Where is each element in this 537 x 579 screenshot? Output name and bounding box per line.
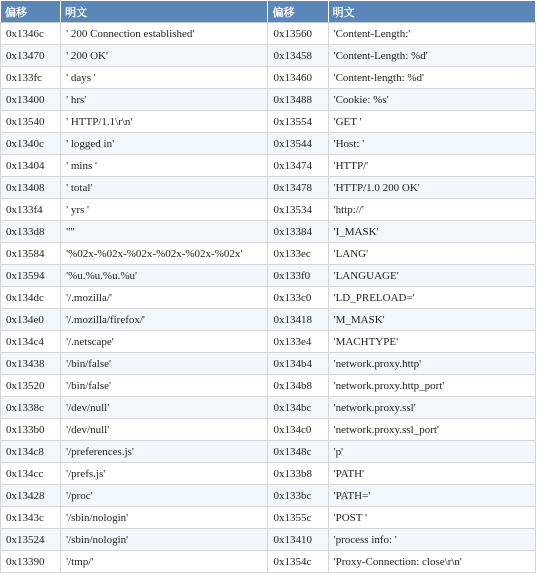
right-offset-cell: 0x133c0 xyxy=(268,287,328,309)
right-offset-cell: 0x1348c xyxy=(268,441,328,463)
left-string-cell: '/tmp/' xyxy=(61,551,268,573)
right-offset-cell: 0x134b4 xyxy=(268,353,328,375)
table-row xyxy=(1,529,536,551)
table-row xyxy=(1,111,536,133)
table-row xyxy=(1,463,536,485)
left-offset-cell: 0x1346c xyxy=(1,23,61,45)
left-offset-cell: 0x134cc xyxy=(1,463,61,485)
left-string-cell: ' 200 Connection established' xyxy=(61,23,268,45)
right-string-cell: 'LANGUAGE' xyxy=(328,265,535,287)
right-string-cell: 'Content-Length: %d' xyxy=(328,45,535,67)
table-body xyxy=(1,23,536,573)
left-offset-cell: 0x13540 xyxy=(1,111,61,133)
left-offset-cell: 0x134e0 xyxy=(1,309,61,331)
right-string-cell: 'PATH=' xyxy=(328,485,535,507)
left-offset-cell: 0x13524 xyxy=(1,529,61,551)
table-row xyxy=(1,353,536,375)
left-offset-cell: 0x1340c xyxy=(1,133,61,155)
table-row xyxy=(1,67,536,89)
table-row xyxy=(1,375,536,397)
right-string-cell: 'http://' xyxy=(328,199,535,221)
right-offset-cell: 0x1355c xyxy=(268,507,328,529)
table-row xyxy=(1,309,536,331)
right-offset-cell: 0x13458 xyxy=(268,45,328,67)
right-string-cell: 'HTTP/1.0 200 OK' xyxy=(328,177,535,199)
right-string-cell: 'HTTP/' xyxy=(328,155,535,177)
left-string-cell: '/sbin/nologin' xyxy=(61,529,268,551)
right-offset-cell: 0x134c0 xyxy=(268,419,328,441)
right-offset-cell: 0x13478 xyxy=(268,177,328,199)
right-string-cell: 'network.proxy.ssl' xyxy=(328,397,535,419)
left-string-cell: ' HTTP/1.1\r\n' xyxy=(61,111,268,133)
table-row xyxy=(1,243,536,265)
table-row xyxy=(1,507,536,529)
right-string-cell: 'Host: ' xyxy=(328,133,535,155)
left-string-cell: ' total' xyxy=(61,177,268,199)
table-row xyxy=(1,419,536,441)
right-offset-cell: 0x133ec xyxy=(268,243,328,265)
left-string-cell: '/prefs.js' xyxy=(61,463,268,485)
left-offset-cell: 0x134dc xyxy=(1,287,61,309)
right-string-cell: 'LANG' xyxy=(328,243,535,265)
left-offset-cell: 0x13400 xyxy=(1,89,61,111)
right-offset-cell: 0x133b8 xyxy=(268,463,328,485)
right-offset-cell: 0x13474 xyxy=(268,155,328,177)
table-row xyxy=(1,155,536,177)
header-text-right: 明文 xyxy=(328,1,535,23)
table-header-row xyxy=(1,1,536,23)
right-offset-cell: 0x13418 xyxy=(268,309,328,331)
table-row xyxy=(1,89,536,111)
right-offset-cell: 0x134bc xyxy=(268,397,328,419)
left-string-cell: '/dev/null' xyxy=(61,397,268,419)
left-offset-cell: 0x13404 xyxy=(1,155,61,177)
table-row xyxy=(1,45,536,67)
right-offset-cell: 0x13560 xyxy=(268,23,328,45)
right-offset-cell: 0x133e4 xyxy=(268,331,328,353)
right-string-cell: 'Content-length: %d' xyxy=(328,67,535,89)
table-row xyxy=(1,133,536,155)
left-offset-cell: 0x134c4 xyxy=(1,331,61,353)
table-row xyxy=(1,287,536,309)
left-string-cell: ' days ' xyxy=(61,67,268,89)
right-string-cell: 'Cookie: %s' xyxy=(328,89,535,111)
left-offset-cell: 0x13390 xyxy=(1,551,61,573)
header-text-left: 明文 xyxy=(61,1,268,23)
right-offset-cell: 0x134b8 xyxy=(268,375,328,397)
right-offset-cell: 0x13534 xyxy=(268,199,328,221)
left-string-cell: '/dev/null' xyxy=(61,419,268,441)
left-string-cell: '/bin/false' xyxy=(61,375,268,397)
table-row xyxy=(1,265,536,287)
table-row xyxy=(1,199,536,221)
right-offset-cell: 0x13544 xyxy=(268,133,328,155)
left-string-cell: '%u.%u.%u.%u' xyxy=(61,265,268,287)
left-string-cell: '/proc' xyxy=(61,485,268,507)
table-row xyxy=(1,551,536,573)
left-string-cell: '/preferences.js' xyxy=(61,441,268,463)
table-row xyxy=(1,485,536,507)
left-offset-cell: 0x13408 xyxy=(1,177,61,199)
right-string-cell: 'MACHTYPE' xyxy=(328,331,535,353)
left-offset-cell: 0x133f4 xyxy=(1,199,61,221)
left-string-cell: ' logged in' xyxy=(61,133,268,155)
table-row xyxy=(1,441,536,463)
table-row xyxy=(1,23,536,45)
right-string-cell: 'POST ' xyxy=(328,507,535,529)
left-string-cell: '/sbin/nologin' xyxy=(61,507,268,529)
right-string-cell: 'Proxy-Connection: close\r\n' xyxy=(328,551,535,573)
right-offset-cell: 0x13460 xyxy=(268,67,328,89)
left-string-cell: '/.mozilla/' xyxy=(61,287,268,309)
table-row xyxy=(1,177,536,199)
left-offset-cell: 0x13584 xyxy=(1,243,61,265)
left-offset-cell: 0x13438 xyxy=(1,353,61,375)
header-offset-right: 偏移 xyxy=(268,1,328,23)
right-string-cell: 'M_MASK' xyxy=(328,309,535,331)
right-offset-cell: 0x133bc xyxy=(268,485,328,507)
header-offset-left: 偏移 xyxy=(1,1,61,23)
table-row xyxy=(1,221,536,243)
left-string-cell: '/.netscape' xyxy=(61,331,268,353)
right-string-cell: 'network.proxy.ssl_port' xyxy=(328,419,535,441)
right-string-cell: 'network.proxy.http' xyxy=(328,353,535,375)
left-string-cell: ' yrs ' xyxy=(61,199,268,221)
table-row xyxy=(1,331,536,353)
right-offset-cell: 0x13554 xyxy=(268,111,328,133)
right-string-cell: 'I_MASK' xyxy=(328,221,535,243)
left-string-cell: ' mins ' xyxy=(61,155,268,177)
left-string-cell: ' 200 OK' xyxy=(61,45,268,67)
right-string-cell: 'process info: ' xyxy=(328,529,535,551)
right-string-cell: 'GET ' xyxy=(328,111,535,133)
left-offset-cell: 0x13470 xyxy=(1,45,61,67)
left-offset-cell: 0x134c8 xyxy=(1,441,61,463)
left-string-cell: '%02x-%02x-%02x-%02x-%02x-%02x' xyxy=(61,243,268,265)
left-string-cell: '/.mozilla/firefox/' xyxy=(61,309,268,331)
left-offset-cell: 0x133d8 xyxy=(1,221,61,243)
left-offset-cell: 0x1338c xyxy=(1,397,61,419)
right-string-cell: 'LD_PRELOAD=' xyxy=(328,287,535,309)
right-offset-cell: 0x13488 xyxy=(268,89,328,111)
right-offset-cell: 0x13384 xyxy=(268,221,328,243)
table-row xyxy=(1,397,536,419)
right-string-cell: 'Content-Length:' xyxy=(328,23,535,45)
right-offset-cell: 0x133f0 xyxy=(268,265,328,287)
right-string-cell: 'network.proxy.http_port' xyxy=(328,375,535,397)
left-offset-cell: 0x13594 xyxy=(1,265,61,287)
left-offset-cell: 0x133b0 xyxy=(1,419,61,441)
right-string-cell: 'PATH' xyxy=(328,463,535,485)
left-offset-cell: 0x13520 xyxy=(1,375,61,397)
left-offset-cell: 0x13428 xyxy=(1,485,61,507)
left-string-cell: '"' xyxy=(61,221,268,243)
left-string-cell: ' hrs' xyxy=(61,89,268,111)
right-offset-cell: 0x1354c xyxy=(268,551,328,573)
left-offset-cell: 0x1343c xyxy=(1,507,61,529)
right-string-cell: 'p' xyxy=(328,441,535,463)
left-offset-cell: 0x133fc xyxy=(1,67,61,89)
right-offset-cell: 0x13410 xyxy=(268,529,328,551)
left-string-cell: '/bin/false' xyxy=(61,353,268,375)
